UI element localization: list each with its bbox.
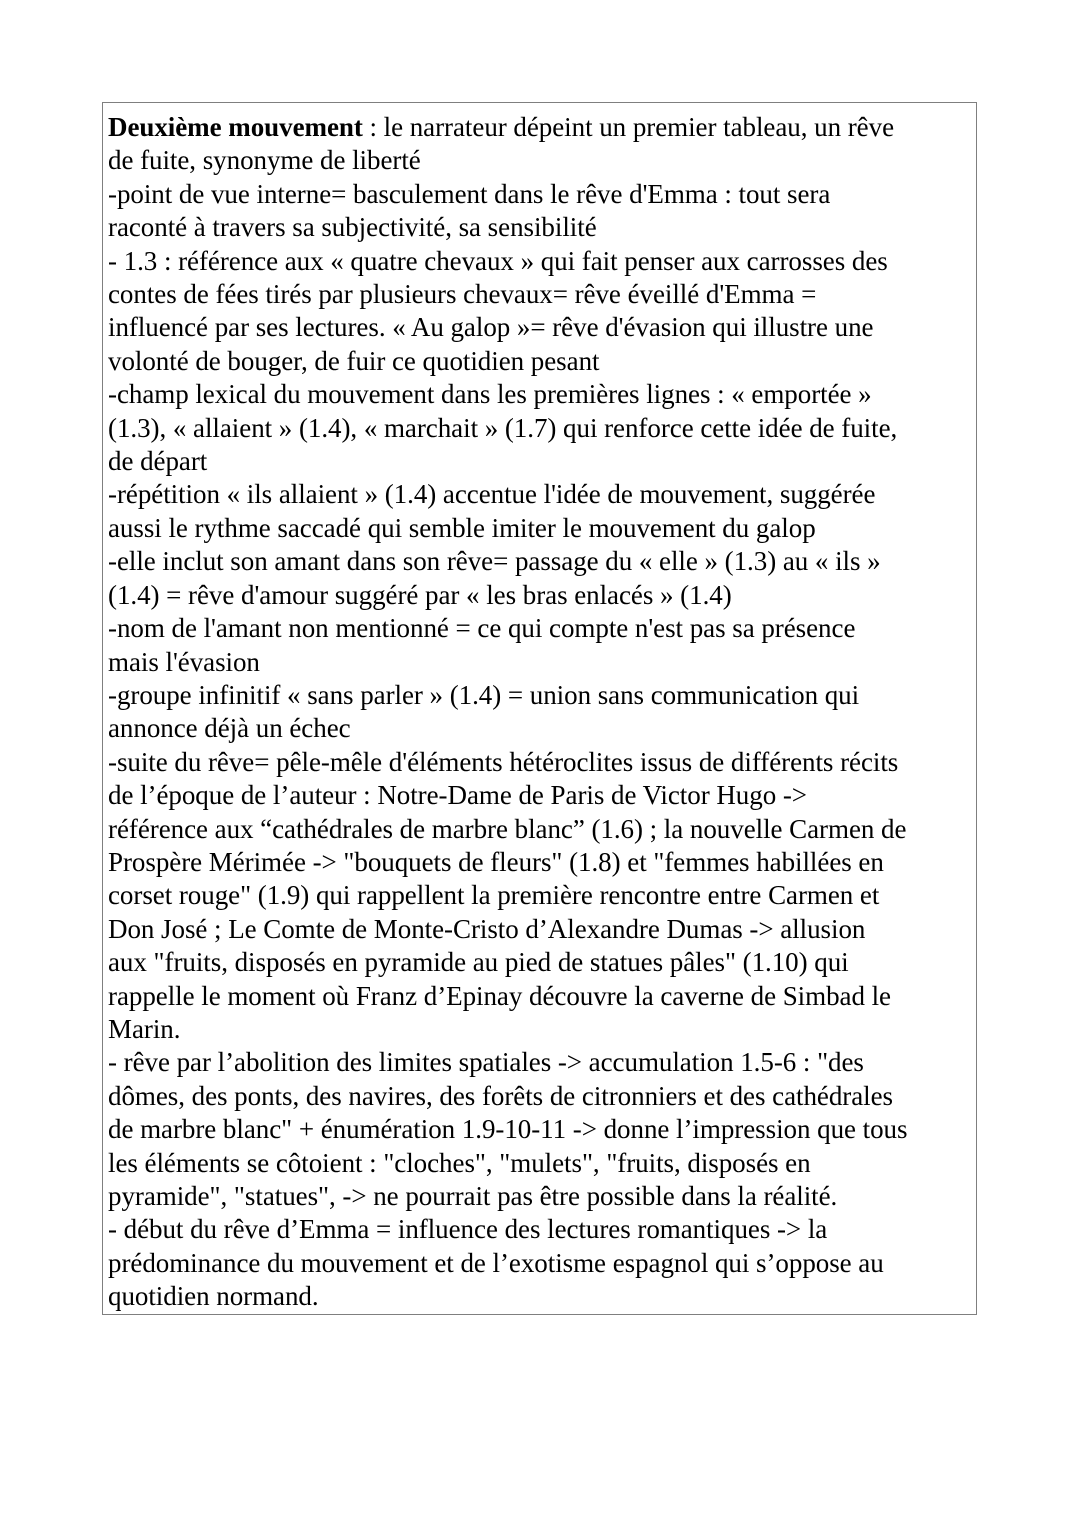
text-line: pyramide", "statues", -> ne pourrait pas être possible dans la réalité. [108,1181,838,1211]
text-line: raconté à travers sa subjectivité, sa sensibilité [108,212,597,243]
text-line: -suite du rêve= pêle-mêle d'éléments hétéroclites issus de différents récits [108,746,899,777]
text-line [108,111,968,144]
text-line: de fuite, synonyme de liberté [108,145,421,176]
text-line: annonce déjà un échec [108,713,351,744]
section-heading: Deuxième mouvement [108,112,363,142]
text-line: dômes, des ponts, des navires, des forêts de citronniers et des cathédrales [108,1080,894,1111]
text-line: les éléments se côtoient : "cloches", "mulets", "fruits, disposés en [108,1147,811,1178]
text-box [102,102,977,1315]
text-line: Don José ; Le Comte de Monte-Cristo d’Alexandre Dumas -> allusion [108,913,866,944]
text-line: -nom de l'amant non mentionné = ce qui compte n'est pas sa présence [108,613,856,644]
text-line: de départ [108,446,208,477]
text-line: -champ lexical du mouvement dans les premières lignes : « emportée » [108,379,872,410]
text-line: (1.4) = rêve d'amour suggéré par « les bras enlacés » (1.4) [108,579,732,610]
text-line: influencé par ses lectures. « Au galop »= rêve d'évasion qui illustre une [108,312,874,343]
text-line: aux "fruits, disposés en pyramide au pied de statues pâles" (1.10) qui [108,947,849,978]
text-line: référence aux “cathédrales de marbre blanc” (1.6) ; la nouvelle Carmen de [108,813,907,844]
text-line: aussi le rythme saccadé qui semble imiter le mouvement du galop [108,512,816,543]
text-line: volonté de bouger, de fuir ce quotidien pesant [108,345,600,376]
text-line: - début du rêve d’Emma = influence des lectures romantiques -> la [108,1214,828,1245]
text-line: rappelle le moment où Franz d’Epinay découvre la caverne de Simbad le [108,980,891,1011]
text-line: prédominance du mouvement et de l’exotisme espagnol qui s’oppose au [108,1247,884,1278]
text-line: de l’époque de l’auteur : Notre-Dame de Paris de Victor Hugo -> [108,780,807,811]
text-line: quotidien normand. [108,1281,319,1312]
text-line: Marin. [108,1013,181,1044]
text-line: mais l'évasion [108,646,260,677]
text-line: Prospère Mérimée -> "bouquets de fleurs" (1.8) et "femmes habillées en [108,846,884,877]
text-line: corset rouge" (1.9) qui rappellent la première rencontre entre Carmen et [108,880,880,911]
text-line: contes de fées tirés par plusieurs chevaux= rêve éveillé d'Emma = [108,279,817,310]
text-line: -point de vue interne= basculement dans le rêve d'Emma : tout sera [108,178,831,209]
text-line: de marbre blanc" + énumération 1.9-10-11 -> donne l’impression que tous [108,1114,908,1145]
text-line: -répétition « ils allaient » (1.4) accentue l'idée de mouvement, suggérée [108,479,876,510]
text-line: - 1.3 : référence aux « quatre chevaux » qui fait penser aux carrosses des [108,245,888,276]
text-line: -elle inclut son amant dans son rêve= passage du « elle » (1.3) au « ils » [108,546,881,577]
text-line: - rêve par l’abolition des limites spatiales -> accumulation 1.5-6 : "des [108,1047,864,1078]
line-text: : le narrateur dépeint un premier tableau, un rêve [362,112,894,142]
text-line: -groupe infinitif « sans parler » (1.4) = union sans communication qui [108,679,860,710]
text-line: (1.3), « allaient » (1.4), « marchait » (1.7) qui renforce cette idée de fuite, [108,412,898,443]
